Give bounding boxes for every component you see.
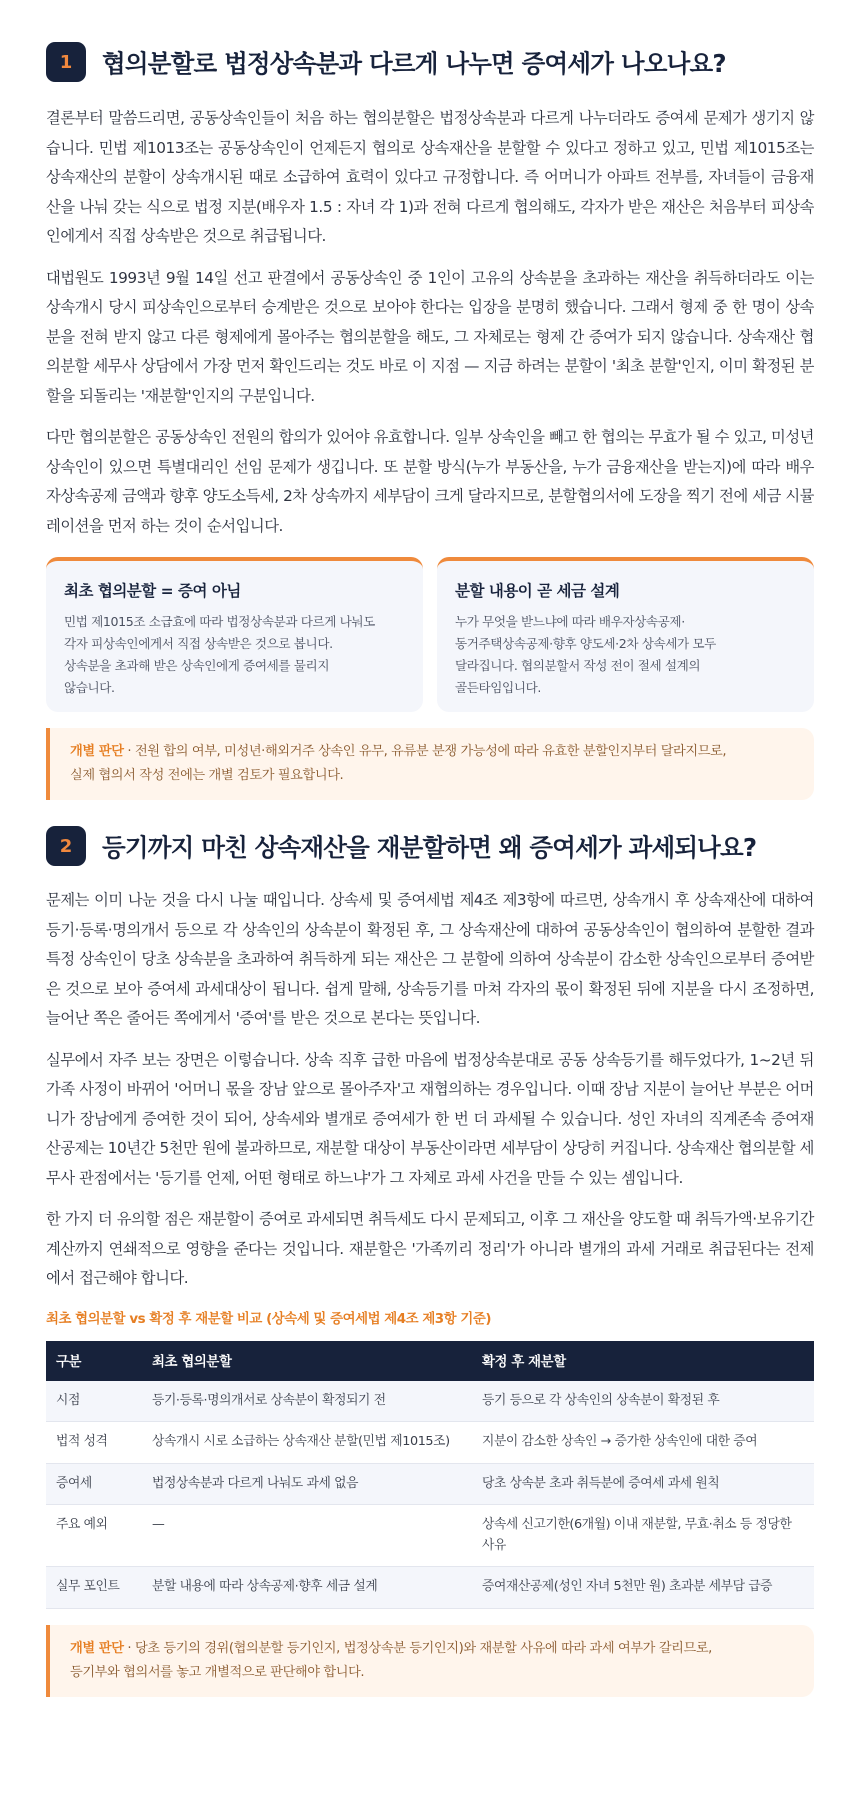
card-line: 골든타임입니다.	[455, 680, 541, 695]
row-cell: 등기 등으로 각 상속인의 상속분이 확정된 후	[472, 1381, 814, 1422]
callout-text: · 전원 합의 여부, 미성년·해외거주 상속인 유무, 유류분 분쟁 가능성에 따라 유효한 분할인지부터 달라지므로,	[123, 744, 727, 759]
section-2-body	[46, 886, 814, 1294]
table-row	[46, 1463, 814, 1505]
table-header-cell: 최초 협의분할	[142, 1341, 472, 1381]
info-cards	[46, 557, 814, 712]
section-1-paragraph: 대법원도 1993년 9월 14일 선고 판결에서 공동상속인 중 1인이 고유의 상속분을 초과하는 재산을 취득하더라도 이는 상속개시 당시 피상속인으로부터 승계받은 것으로 보아야 한다는 입장을 분명히 했습니다. 그래서 형제 중 한 명이 상속분을 전혀 받지 않고 다른 형제에게 몰아주는 협의분할을 해도, 그 자체로는 형제 간 증여가 되지 않습니다. 상속재산 협의분할 세무사 상담에서 가장 먼저 확인드리는 것도 바로 이 지점 — 지금 하려는 분할이 '최초 분할'인지, 이미 확정된 분할을 되돌리는 '재분할'인지의 구분입니다.	[46, 268, 814, 405]
section-2-callout	[46, 1625, 814, 1697]
section-1-title: 협의분할로 법정상속분과 다르게 나누면 증여세가 나오나요?	[102, 48, 726, 78]
table-row	[46, 1381, 814, 1422]
card-line: 동거주택상속공제·향후 양도세·2차 상속세가 모두	[455, 636, 716, 651]
callout-lead: 개별 판단	[70, 744, 124, 759]
callout-text: · 당초 등기의 경위(협의분할 등기인지, 법정상속분 등기인지)와 재분할 사유에 따라 과세 여부가 갈리므로,	[123, 1640, 712, 1656]
section-2-header	[46, 826, 814, 866]
row-cell: 증여재산공제(성인 자녀 5천만 원) 초과분 세부담 급증	[472, 1567, 814, 1609]
info-card-tax-design	[437, 557, 814, 712]
section-1-paragraph: 결론부터 말씀드리면, 공동상속인들이 처음 하는 협의분할은 법정상속분과 다르게 나누더라도 증여세 문제가 생기지 않습니다. 민법 제1013조는 공동상속인이 언제든지 협의로 상속재산을 분할할 수 있다고 정하고 있고, 민법 제1015조는 상속재산의 분할이 상속개시된 때로 소급하여 효력이 있다고 규정합니다. 즉 어머니가 아파트 전부를, 자녀들이 금융재산을 나눠 갖는 식으로 법정 지분(배우자 1.5 : 자녀 각 1)과 전혀 다르게 협의해도, 각자가 받은 재산은 처음부터 피상속인에게서 직접 상속받은 것으로 취급됩니다.	[46, 109, 814, 245]
comparison-table	[46, 1341, 814, 1609]
card-line: 각자 피상속인에게서 직접 상속받은 것으로 봅니다.	[64, 636, 333, 651]
section-2-title: 등기까지 마친 상속재산을 재분할하면 왜 증여세가 과세되나요?	[102, 832, 757, 862]
row-label: 시점	[46, 1381, 142, 1422]
section-2-number-badge: 2	[46, 826, 86, 866]
row-label: 실무 포인트	[46, 1567, 142, 1609]
section-2-paragraph: 실무에서 자주 보는 장면은 이렇습니다. 상속 직후 급한 마음에 법정상속분대로 공동 상속등기를 해두었다가, 1~2년 뒤 가족 사정이 바뀌어 '어머니 몫을 장남 앞으로 몰아주자'고 재협의하는 경우입니다. 이때 장남 지분이 늘어난 부분은 어머니가 장남에게 증여한 것이 되어, 상속세와 별개로 증여세가 한 번 더 과세될 수 있습니다. 성인 자녀의 직계존속 증여재산공제는 10년간 5천만 원에 불과하므로, 재분할 대상이 부동산이라면 세부담이 상당히 커집니다. 상속재산 협의분할 세무사 관점에서는 '등기를 언제, 어떤 형태로 하느냐'가 그 자체로 과세 사건을 만들 수 있는 셈입니다.	[46, 1050, 814, 1187]
card-line: 달라집니다. 협의분할서 작성 전이 절세 설계의	[455, 658, 701, 673]
table-header-row	[46, 1341, 814, 1381]
table-header-cell: 확정 후 재분할	[472, 1341, 814, 1381]
row-cell: —	[142, 1505, 472, 1567]
row-cell: 당초 상속분 초과 취득분에 증여세 과세 원칙	[472, 1463, 814, 1505]
row-cell: 법정상속분과 다르게 나눠도 과세 없음	[142, 1463, 472, 1505]
section-1-callout	[46, 728, 814, 800]
row-cell: 상속개시 시로 소급하는 상속재산 분할(민법 제1015조)	[142, 1422, 472, 1464]
section-1-body	[46, 104, 814, 541]
info-card-first-division	[46, 557, 423, 712]
card-title: 최초 협의분할 = 증여 아님	[64, 582, 241, 600]
callout-lead: 개별 판단	[70, 1640, 124, 1656]
row-cell: 분할 내용에 따라 상속공제·향후 세금 설계	[142, 1567, 472, 1609]
section-1-number-badge: 1	[46, 42, 86, 82]
row-label: 증여세	[46, 1463, 142, 1505]
row-cell: 등기·등록·명의개서로 상속분이 확정되기 전	[142, 1381, 472, 1422]
row-label: 주요 예외	[46, 1505, 142, 1567]
row-cell: 지분이 감소한 상속인 → 증가한 상속인에 대한 증여	[472, 1422, 814, 1464]
table-row	[46, 1567, 814, 1609]
row-cell: 상속세 신고기한(6개월) 이내 재분할, 무효·취소 등 정당한 사유	[472, 1505, 814, 1567]
card-line: 상속분을 초과해 받은 상속인에게 증여세를 물리지	[64, 658, 330, 673]
section-2-paragraph: 문제는 이미 나눈 것을 다시 나눌 때입니다. 상속세 및 증여세법 제4조 제3항에 따르면, 상속개시 후 상속재산에 대하여 등기·등록·명의개서 등으로 각 상속인의 상속분이 확정된 후, 그 상속재산에 대하여 공동상속인이 협의하여 분할한 결과 특정 상속인이 당초 상속분을 초과하여 취득하게 되는 재산은 그 분할에 의하여 상속분이 감소한 상속인으로부터 증여받은 것으로 보아 증여세 과세대상이 됩니다. 쉽게 말해, 상속등기를 마쳐 각자의 몫이 확정된 뒤에 지분을 다시 조정하면, 늘어난 쪽은 줄어든 쪽에게서 '증여'를 받은 것으로 본다는 뜻입니다.	[46, 891, 814, 1027]
card-line: 누가 무엇을 받느냐에 따라 배우자상속공제·	[455, 614, 685, 629]
card-line: 않습니다.	[64, 680, 115, 695]
card-line: 민법 제1015조 소급효에 따라 법정상속분과 다르게 나눠도	[64, 614, 375, 629]
callout-text: 등기부와 협의서를 놓고 개별적으로 판단해야 합니다.	[70, 1664, 365, 1680]
card-title: 분할 내용이 곧 세금 설계	[455, 582, 620, 600]
table-row	[46, 1422, 814, 1464]
section-1-paragraph: 다만 협의분할은 공동상속인 전원의 합의가 있어야 유효합니다. 일부 상속인을 빼고 한 협의는 무효가 될 수 있고, 미성년 상속인이 있으면 특별대리인 선임 문제가 생깁니다. 또 분할 방식(누가 부동산을, 누가 금융재산을 받는지)에 따라 배우자상속공제 금액과 향후 양도소득세, 2차 상속까지 세부담이 크게 달라지므로, 분할협의서에 도장을 찍기 전에 세금 시뮬레이션을 먼저 하는 것이 순서입니다.	[46, 428, 814, 535]
section-1-header	[46, 42, 814, 82]
card-text	[64, 611, 405, 699]
card-text	[455, 611, 796, 699]
callout-text: 실제 협의서 작성 전에는 개별 검토가 필요합니다.	[70, 768, 344, 783]
article	[0, 42, 860, 1697]
section-2-paragraph: 한 가지 더 유의할 점은 재분할이 증여로 과세되면 취득세도 다시 문제되고, 이후 그 재산을 양도할 때 취득가액·보유기간 계산까지 연쇄적으로 영향을 준다는 것입니다. 재분할은 '가족끼리 정리'가 아니라 별개의 과세 거래로 취급된다는 전제에서 접근해야 합니다.	[46, 1210, 814, 1287]
row-label: 법적 성격	[46, 1422, 142, 1464]
comparison-table-title: 최초 협의분할 vs 확정 후 재분할 비교 (상속세 및 증여세법 제4조 제3항 기준)	[46, 1311, 492, 1327]
table-row	[46, 1505, 814, 1567]
table-header-cell: 구분	[46, 1341, 142, 1381]
